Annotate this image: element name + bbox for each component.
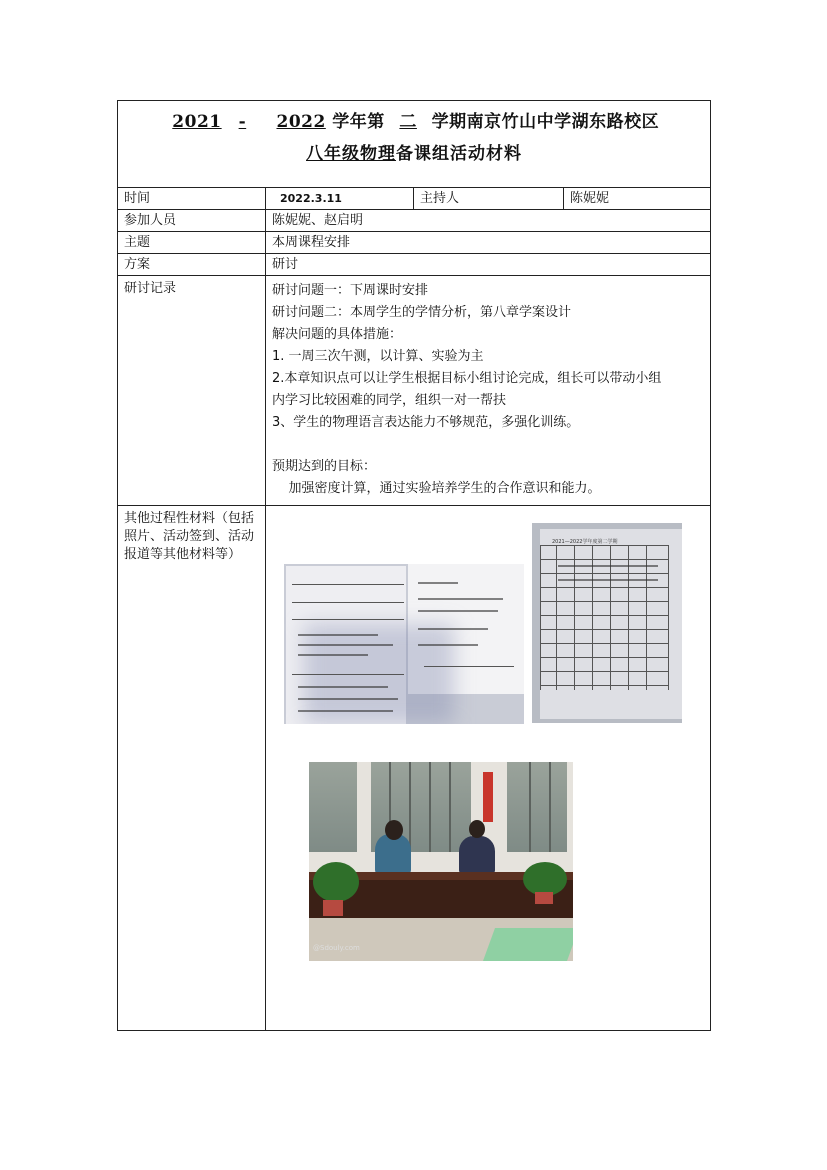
subtitle-rest: 备课组活动材料: [396, 144, 523, 164]
subtitle-grade-subject: 八年级物理: [306, 144, 397, 164]
plan-value: 研讨: [266, 254, 711, 276]
red-banner: [483, 772, 493, 822]
photo-handwritten-form: [284, 564, 524, 724]
record-line: 内学习比较困难的同学，组织一对一帮扶: [272, 393, 507, 408]
photo-meeting: [309, 762, 573, 961]
record-line: 预期达到的目标：: [272, 459, 377, 474]
title-school-name: 学期南京竹山中学湖东路校区: [431, 112, 660, 132]
record-line: 1. 一周三次午测，以计算、实验为主: [272, 349, 484, 364]
record-line: 研讨问题一：下周课时安排: [272, 283, 429, 298]
time-value: 2022.3.11: [266, 188, 414, 210]
record-line: 解决问题的具体措施：: [272, 327, 403, 342]
year-start: 2021: [172, 112, 222, 132]
time-label: 时间: [118, 188, 266, 210]
materials-label: [118, 506, 266, 1031]
title-school-year: 学年第: [332, 112, 385, 132]
record-line: 3、学生的物理语言表达能力不够规范，多强化训练。: [272, 415, 580, 430]
green-folder: [483, 928, 573, 961]
record-line: [272, 434, 706, 456]
photo-area: [266, 506, 710, 1026]
teacher-right: [459, 836, 495, 874]
plant-left: [313, 862, 359, 902]
term-number: 二: [399, 112, 417, 132]
photo-signin-sheet: [532, 523, 682, 723]
host-label: 主持人: [414, 188, 564, 210]
record-line: 2.本章知识点可以让学生根据目标小组讨论完成，组长可以带动小组: [272, 371, 662, 386]
participants-label: 参加人员: [118, 210, 266, 232]
materials-cell: [266, 506, 711, 1031]
participants-value: 陈妮妮、赵启明: [266, 210, 711, 232]
signin-paper: [540, 529, 682, 719]
document-title: [118, 113, 710, 131]
host-value: 陈妮妮: [564, 188, 711, 210]
activity-form-table: [117, 100, 711, 1031]
record-content: [266, 276, 711, 506]
plan-label: 方案: [118, 254, 266, 276]
topic-label: 主题: [118, 232, 266, 254]
plant-right: [523, 862, 567, 896]
title-cell: [118, 101, 711, 188]
record-line: 研讨问题二：本周学生的学情分析，第八章学案设计: [272, 305, 572, 320]
record-line: 加强密度计算，通过实验培养学生的合作意识和能力。: [272, 481, 601, 496]
year-dash: -: [238, 112, 247, 132]
topic-value: 本周课程安排: [266, 232, 711, 254]
record-label: 研讨记录: [118, 276, 266, 506]
teacher-left: [375, 834, 411, 874]
photo-watermark: @Sdouly.com: [313, 944, 360, 952]
year-end: 2022: [276, 112, 326, 132]
signin-heading: 2021—2022学年度第二学期: [552, 539, 618, 545]
materials-label-text: 其他过程性材料（包括照片、活动签到、活动报道等其他材料等）: [124, 511, 255, 562]
document-subtitle: [118, 145, 710, 163]
